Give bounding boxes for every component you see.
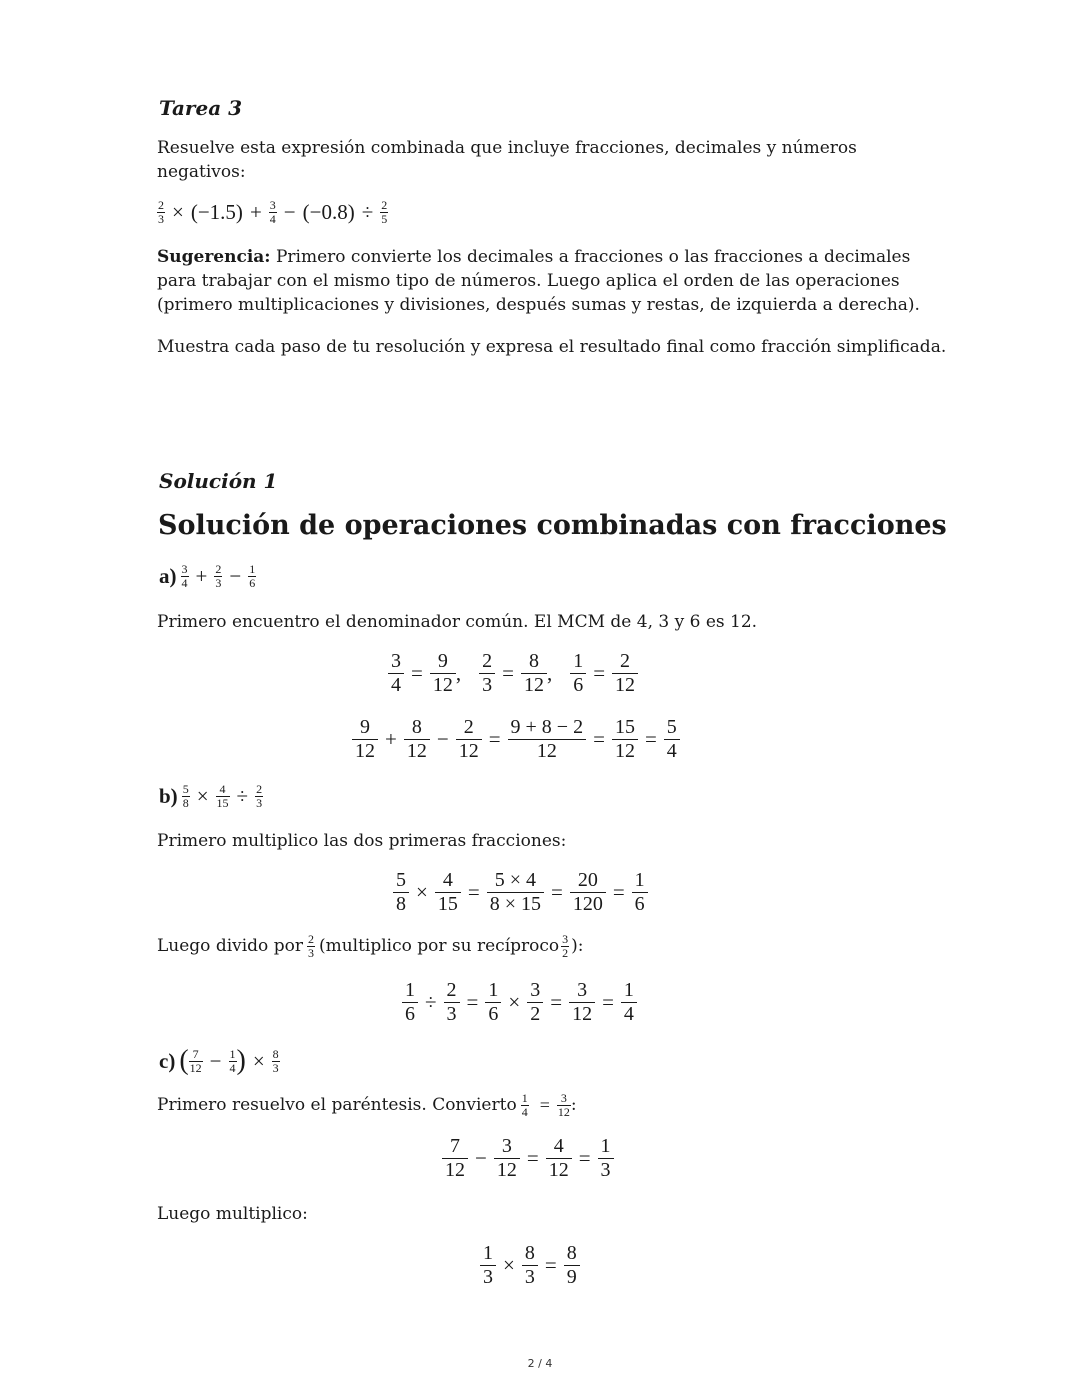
- numerator: 1: [623, 979, 634, 1001]
- task-heading: Tarea 3: [159, 96, 243, 120]
- numerator: 8: [272, 1046, 279, 1061]
- numerator: 2: [256, 782, 263, 796]
- math-operator: ×: [252, 1048, 265, 1073]
- denominator: 12: [523, 674, 544, 697]
- numerator: 1: [249, 562, 256, 576]
- denominator: 3: [307, 945, 314, 960]
- fraction: [272, 1048, 280, 1074]
- denominator: 4: [181, 575, 188, 590]
- fraction: [269, 199, 277, 225]
- denominator: 2: [562, 945, 569, 960]
- fraction: [561, 933, 569, 959]
- numerator: 5: [396, 869, 406, 891]
- numerator: 8: [411, 716, 422, 738]
- numerator: 1: [488, 979, 499, 1001]
- math-operator: =: [550, 990, 563, 1015]
- hint-label: Sugerencia:: [157, 247, 271, 267]
- denominator: 3: [600, 1159, 611, 1182]
- math-operator: =: [550, 880, 563, 905]
- numerator: 15: [614, 716, 635, 738]
- numerator: 20: [577, 869, 598, 891]
- denominator: 12: [406, 740, 427, 763]
- denominator: 2: [530, 1003, 541, 1026]
- fraction: [569, 979, 595, 1026]
- fraction: [479, 650, 495, 697]
- denominator: 3: [158, 211, 164, 226]
- numerator: 1: [573, 650, 584, 672]
- part-c-label: c): [159, 1048, 176, 1073]
- denominator: 6: [488, 1003, 499, 1026]
- denominator: 3: [272, 1060, 279, 1075]
- fraction: [430, 650, 456, 697]
- denominator: 15: [216, 795, 229, 810]
- numerator: 3: [562, 932, 569, 946]
- fraction: [612, 650, 638, 697]
- math-operator: −: [283, 199, 296, 224]
- denominator: 12: [445, 1159, 465, 1182]
- part-c-step2: [480, 1242, 580, 1289]
- numerator: 3: [577, 979, 588, 1001]
- fraction: [557, 1092, 571, 1118]
- denominator: 12: [557, 1104, 570, 1119]
- math-operator: =: [539, 1095, 550, 1116]
- math-operator: ×: [416, 880, 428, 905]
- part-a-step2: [352, 716, 680, 763]
- part-a-intro: Primero encuentro el denominador común. El MCM de 4, 3 y 6 es 12.: [157, 612, 758, 632]
- numerator: 5: [182, 782, 189, 796]
- math-operator: −: [209, 1048, 222, 1073]
- numerator: 1: [521, 1091, 528, 1105]
- fraction: [487, 869, 544, 916]
- denominator: 12: [355, 740, 375, 763]
- math-operator: +: [385, 727, 397, 752]
- numerator: 9 + 8 − 2: [510, 716, 584, 738]
- part-a-header: [159, 563, 256, 589]
- numerator: 2: [381, 198, 388, 212]
- task-instruction: Muestra cada paso de tu resolución y expresa el resultado final como fracción simplificada.: [157, 337, 947, 357]
- part-a-label: a): [159, 563, 177, 588]
- hint-line1: Primero convierte los decimales a fracciones o las fracciones a decimales: [270, 247, 911, 267]
- part-b-label: b): [159, 783, 178, 808]
- numerator: 3: [530, 979, 541, 1001]
- numerator: 5: [666, 716, 677, 738]
- denominator: 3: [215, 575, 222, 590]
- fraction: [508, 716, 587, 763]
- fraction: [255, 783, 263, 809]
- denominator: 8 × 15: [489, 893, 541, 916]
- math-operator: =: [488, 727, 501, 752]
- numerator: 8: [528, 650, 539, 672]
- fraction: [456, 716, 482, 763]
- numerator: 8: [566, 1242, 577, 1264]
- denominator: 6: [249, 575, 256, 590]
- solution-title: Solución de operaciones combinadas con fracciones: [158, 510, 947, 541]
- numerator: 3: [181, 562, 188, 576]
- fraction: [435, 869, 461, 916]
- denominator: 6: [634, 893, 645, 916]
- fraction: [621, 979, 637, 1026]
- denominator: 8: [396, 893, 406, 916]
- part-c-then: Luego multiplico:: [157, 1204, 308, 1224]
- numerator: 1: [483, 1242, 493, 1264]
- fraction: [157, 199, 165, 225]
- numerator: 4: [219, 782, 226, 796]
- fraction: [404, 716, 430, 763]
- denominator: 3: [483, 1266, 493, 1289]
- fraction: [216, 783, 230, 809]
- numerator: 2: [446, 979, 457, 1001]
- numerator: 4: [442, 869, 453, 891]
- fraction: [546, 1135, 572, 1182]
- denominator: 4: [521, 1104, 528, 1119]
- part-c-step1: [442, 1135, 614, 1182]
- denominator: 4: [229, 1060, 236, 1075]
- denominator: 12: [458, 740, 479, 763]
- denominator: 12: [548, 1159, 569, 1182]
- denominator: 12: [614, 740, 635, 763]
- denominator: 12: [536, 740, 557, 763]
- denominator: 120: [572, 893, 603, 916]
- math-operator: =: [593, 727, 605, 752]
- fraction: [307, 933, 315, 959]
- part-b-step1: [393, 869, 648, 916]
- numerator: 2: [482, 650, 493, 672]
- math-operator: =: [593, 661, 606, 686]
- math-operator: =: [602, 990, 614, 1015]
- fraction: [444, 979, 460, 1026]
- task-intro-line1: Resuelve esta expresión combinada que incluye fracciones, decimales y números: [157, 138, 857, 158]
- denominator: 8: [182, 795, 189, 810]
- fraction: [522, 1242, 538, 1289]
- numerator: 7: [450, 1135, 460, 1157]
- numerator: 1: [229, 1046, 236, 1061]
- numerator: 3: [269, 198, 276, 212]
- fraction: [612, 716, 638, 763]
- denominator: 4: [269, 211, 276, 226]
- denominator: 12: [189, 1060, 202, 1075]
- fraction: [442, 1135, 468, 1182]
- task-intro-line2: negativos:: [157, 162, 246, 182]
- math-operator: =: [502, 661, 514, 686]
- hint-line3: (primero multiplicaciones y divisiones, después sumas y restas, de izquierda a derecha).: [157, 295, 920, 315]
- numerator: 1: [405, 979, 415, 1001]
- fraction: [189, 1048, 203, 1074]
- numerator: 3: [391, 650, 401, 672]
- math-operator: −: [475, 1146, 487, 1171]
- numerator: 2: [307, 932, 314, 946]
- part-b-step2: [402, 979, 637, 1026]
- fraction: [632, 869, 648, 916]
- fraction: [214, 563, 222, 589]
- denominator: 3: [524, 1266, 535, 1289]
- denominator: 4: [391, 674, 401, 697]
- fraction: [380, 199, 388, 225]
- fraction: [527, 979, 543, 1026]
- fraction: [480, 1242, 496, 1289]
- fraction: [388, 650, 404, 697]
- fraction: [570, 869, 606, 916]
- page-number: 2 / 4: [527, 1357, 553, 1370]
- math-operator: ÷: [425, 990, 437, 1015]
- fraction: [229, 1048, 237, 1074]
- numerator: 5 × 4: [494, 869, 536, 891]
- math-operator: ÷: [236, 783, 249, 808]
- task-intro: [157, 136, 957, 184]
- math-operator: −: [229, 563, 242, 588]
- denominator: 6: [405, 1003, 415, 1026]
- numerator: 4: [553, 1135, 564, 1157]
- fraction: [402, 979, 418, 1026]
- numerator: 7: [192, 1046, 199, 1061]
- fraction: [485, 979, 501, 1026]
- denominator: 3: [446, 1003, 457, 1026]
- task-hint: [157, 245, 957, 317]
- math-operator: =: [578, 1146, 591, 1171]
- fraction: [248, 563, 256, 589]
- math-operator: =: [526, 1146, 539, 1171]
- math-operator: ×: [172, 199, 184, 224]
- numerator: 2: [620, 650, 631, 672]
- numerator: 1: [634, 869, 645, 891]
- math-operator: =: [411, 661, 423, 686]
- fraction: [598, 1135, 614, 1182]
- fraction: [352, 716, 378, 763]
- math-operator: +: [195, 563, 208, 588]
- math-operator: −: [436, 727, 449, 752]
- math-operator: ×: [196, 783, 209, 808]
- part-b-header: [159, 783, 263, 809]
- denominator: 12: [496, 1159, 517, 1182]
- denominator: 12: [615, 674, 636, 697]
- math-operator: =: [612, 880, 625, 905]
- numerator: 9: [437, 650, 448, 672]
- math-operator: =: [544, 1253, 557, 1278]
- denominator: 5: [381, 211, 388, 226]
- math-operator: =: [466, 990, 479, 1015]
- part-b-then: Luego divido por $\frac{2}{3}$ (multiplico por su recíproco $\frac{3}{2}$ ):: [157, 932, 584, 960]
- denominator: 4: [623, 1003, 634, 1026]
- numerator: 9: [360, 716, 370, 738]
- fraction: [494, 1135, 520, 1182]
- denominator: 12: [572, 1003, 593, 1026]
- math-operator: =: [467, 880, 480, 905]
- denominator: 12: [432, 674, 453, 697]
- part-c-intro: Primero resuelvo el paréntesis. Convierto $\frac{1}{4}$ = $\frac{3}{12}$ :: [157, 1091, 577, 1119]
- part-c-header: c) ( $\frac{7}{12}$ − $\frac{1}{4}$ ) × $\frac{8}{3}$: [159, 1045, 279, 1076]
- fraction: [181, 563, 189, 589]
- fraction: [182, 783, 190, 809]
- math-operator: ÷: [361, 199, 374, 224]
- solution-heading: Solución 1: [159, 469, 278, 493]
- part-b-intro: Primero multiplico las dos primeras fracciones:: [157, 831, 567, 851]
- math-operator: =: [644, 727, 657, 752]
- denominator: 6: [573, 674, 584, 697]
- fraction: [521, 1092, 529, 1118]
- numerator: 2: [158, 198, 164, 212]
- part-a-step1: $\frac{3}{4}$ = $\frac{9}{12}$ , $\frac{2}{3}$ = $\frac{8}{12}$ , $\frac{1}{6}$ = $\frac{2}{12}$: [388, 650, 638, 697]
- math-operator: ×: [508, 990, 521, 1015]
- denominator: 15: [437, 893, 458, 916]
- fraction: [564, 1242, 580, 1289]
- fraction: [664, 716, 680, 763]
- numerator: 2: [215, 562, 222, 576]
- numerator: 2: [463, 716, 474, 738]
- fraction: [570, 650, 586, 697]
- denominator: 3: [256, 795, 263, 810]
- numerator: 3: [501, 1135, 512, 1157]
- numerator: 1: [600, 1135, 611, 1157]
- math-operator: +: [249, 199, 262, 224]
- denominator: 3: [482, 674, 493, 697]
- hint-line2: para trabajar con el mismo tipo de números. Luego aplica el orden de las operaciones: [157, 271, 900, 291]
- numerator: 3: [560, 1091, 567, 1105]
- fraction: [393, 869, 409, 916]
- task-expression: $\frac{2}{3}$ × (−1.5) + $\frac{3}{4}$ − (−0.8) ÷ $\frac{2}{5}$: [158, 198, 388, 226]
- denominator: 9: [566, 1266, 577, 1289]
- fraction: [521, 650, 547, 697]
- denominator: 4: [666, 740, 677, 763]
- math-operator: ×: [503, 1253, 515, 1278]
- numerator: 8: [524, 1242, 535, 1264]
